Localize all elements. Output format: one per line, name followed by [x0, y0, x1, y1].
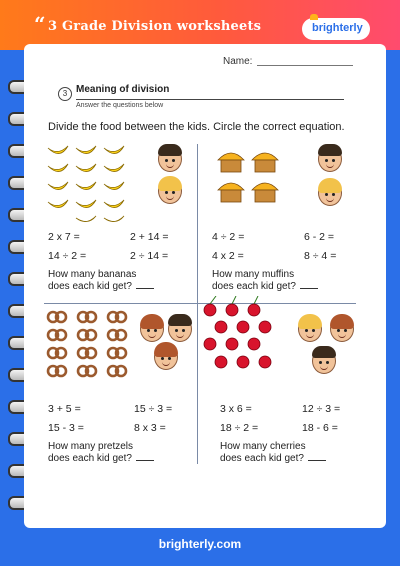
equation-option[interactable]: 3 + 5 = [48, 403, 81, 415]
cherry-icon [259, 356, 271, 368]
kid-face-icon [168, 316, 192, 342]
pretzel-icon [108, 366, 126, 376]
section-subtitle: Answer the questions below [76, 102, 164, 109]
equation-option[interactable]: 4 ÷ 2 = [212, 231, 245, 243]
pretzel-group [46, 310, 132, 380]
worksheet-page [24, 44, 386, 528]
banana-icon [76, 146, 96, 154]
muffin-icon [252, 153, 278, 172]
pretzel-icon [78, 366, 96, 376]
cherry-icon [226, 304, 238, 316]
banana-icon [104, 216, 124, 222]
name-field-line[interactable] [257, 65, 353, 66]
equation-option[interactable]: 8 x 3 = [134, 422, 166, 434]
pretzel-icon [108, 330, 126, 340]
answer-blank[interactable] [136, 288, 154, 289]
banana-icon [104, 146, 124, 154]
cherry-icon [248, 338, 260, 350]
banana-icon [76, 182, 96, 190]
kid-face-icon [298, 316, 322, 342]
pretzel-icon [108, 312, 126, 322]
cherry-icon [215, 356, 227, 368]
cherry-icon [204, 338, 216, 350]
cherry-icon [226, 338, 238, 350]
question-text: How many bananas does each kid get? [48, 269, 154, 293]
kid-face-icon [312, 348, 336, 374]
muffin-group [216, 148, 282, 206]
equation-option[interactable]: 2 + 14 = [130, 231, 169, 243]
cherry-icon [248, 304, 260, 316]
cherry-icon [237, 356, 249, 368]
equation-option[interactable]: 15 ÷ 3 = [134, 403, 173, 415]
banana-icon [104, 182, 124, 190]
muffin-icon [252, 183, 278, 202]
section-rule [76, 99, 344, 100]
banana-icon [76, 200, 96, 208]
equation-option[interactable]: 2 ÷ 14 = [130, 250, 169, 262]
equation-option[interactable]: 15 - 3 = [48, 422, 84, 434]
vertical-divider [197, 144, 198, 464]
page-title: 3 Grade Division worksheets [48, 19, 262, 34]
banana-icon [48, 164, 68, 172]
kid-face-icon [154, 344, 178, 370]
page-header [0, 0, 400, 50]
banana-icon [76, 216, 96, 222]
section-number: 3 [58, 87, 72, 101]
brand-name: brighterly [312, 22, 363, 34]
cherry-icon [204, 304, 216, 316]
pretzel-icon [48, 330, 66, 340]
quote-icon: “ [34, 12, 46, 36]
kid-face-icon [140, 316, 164, 342]
answer-blank[interactable] [308, 460, 326, 461]
footer-site[interactable]: brighterly.com [158, 537, 242, 551]
question-text: How many pretzels does each kid get? [48, 441, 154, 465]
question-text: How many muffins does each kid get? [212, 269, 318, 293]
banana-icon [48, 200, 68, 208]
horizontal-divider [44, 303, 356, 304]
equation-option[interactable]: 3 x 6 = [220, 403, 252, 415]
cherry-icon [237, 321, 249, 333]
banana-icon [48, 146, 68, 154]
pretzel-icon [48, 348, 66, 358]
banana-group [46, 140, 128, 226]
cherry-icon [259, 321, 271, 333]
muffin-icon [218, 153, 244, 172]
equation-option[interactable]: 12 ÷ 3 = [302, 403, 341, 415]
banana-icon [76, 164, 96, 172]
equation-option[interactable]: 6 - 2 = [304, 231, 335, 243]
muffin-icon [218, 183, 244, 202]
kid-face-icon [318, 180, 342, 206]
answer-blank[interactable] [136, 460, 154, 461]
pretzel-icon [108, 348, 126, 358]
kid-face-icon [158, 146, 182, 172]
brand-logo[interactable] [302, 18, 370, 40]
pretzel-icon [78, 312, 96, 322]
pretzel-icon [78, 348, 96, 358]
kid-face-icon [158, 178, 182, 204]
banana-icon [104, 200, 124, 208]
pretzel-icon [48, 312, 66, 322]
section-title: Meaning of division [76, 84, 170, 95]
equation-option[interactable]: 18 ÷ 2 = [220, 422, 259, 434]
equation-option[interactable]: 8 ÷ 4 = [304, 250, 337, 262]
kid-face-icon [330, 316, 354, 342]
instruction-text: Divide the food between the kids. Circle the correct equation. [48, 121, 345, 133]
banana-icon [104, 164, 124, 172]
equation-option[interactable]: 18 - 6 = [302, 422, 338, 434]
cherry-icon [215, 321, 227, 333]
pretzel-icon [78, 330, 96, 340]
equation-option[interactable]: 14 ÷ 2 = [48, 250, 87, 262]
equation-option[interactable]: 2 x 7 = [48, 231, 80, 243]
cherry-group [202, 296, 272, 382]
banana-icon [48, 182, 68, 190]
answer-blank[interactable] [300, 288, 318, 289]
pretzel-icon [48, 366, 66, 376]
name-label: Name: [223, 56, 253, 67]
question-text: How many cherries does each kid get? [220, 441, 326, 465]
graduation-cap-icon [310, 14, 318, 20]
kid-face-icon [318, 146, 342, 172]
equation-option[interactable]: 4 x 2 = [212, 250, 244, 262]
